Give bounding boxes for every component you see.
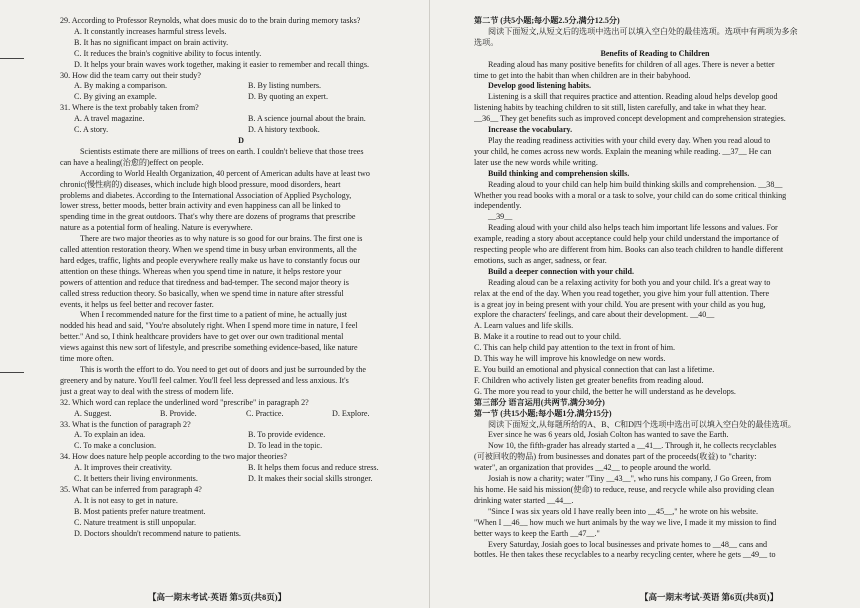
text-line: time to get into the habit than when children are in their babyhood. <box>474 70 691 80</box>
text-line: chronic(慢性病的) diseases, which include high blood pressure, mood disorders, heart <box>60 179 341 189</box>
text-line: emotions, such as anger, sadness, or fear. <box>474 255 607 265</box>
text-line: drinking water started __44__. <box>474 495 574 505</box>
answer-option: B. It helps them focus and reduce stress. <box>248 463 379 473</box>
text-line: D. This way he will improve his knowledge on new words. <box>474 354 666 364</box>
text-line: later use the new words while writing. <box>474 157 598 167</box>
text-line: Increase the vocabulary. <box>488 125 573 135</box>
answer-option: A. It improves their creativity. <box>74 463 172 473</box>
text-line: According to World Health Organization, 40 percent of American adults have at least two <box>80 168 370 178</box>
page-fold-divider <box>429 0 430 608</box>
binding-margin-mark <box>0 58 24 59</box>
text-line: "Since I was six years old I have really been into __45__," he wrote on his website. <box>488 506 759 516</box>
text-line: C. Nature treatment is still unpopular. <box>74 517 197 527</box>
text-line: 第一节 (共15小题;每小题1分,满分15分) <box>474 408 612 418</box>
text-line: respecting people who are different from him. Books can also teach children to handle different <box>474 245 784 255</box>
text-line: nature as a potential form of healing. Nature is everywhere. <box>60 223 253 233</box>
text-line: 第三部分 语言运用(共两节,满分30分) <box>474 397 605 407</box>
option-row <box>60 81 422 92</box>
question-stem: 30. How did the team carry out their study? <box>60 70 201 80</box>
text-line: 阅读下面短文,从短文后的选项中选出可以填入空白处的最佳选项。选项中有两项为多余 <box>488 26 798 36</box>
text-line: Reading aloud has many positive benefits for children of all ages. There is never a better <box>488 59 775 69</box>
option-row <box>60 430 422 441</box>
text-line: better." And so, I think healthcare providers have to get over our own traditional mental <box>60 332 344 342</box>
text-line: problems and diabetes. According to the International Association of Applied Psychology, <box>60 190 352 200</box>
text-line: is a great joy in being present with your child. You are present with your child as you hug, <box>474 299 766 309</box>
answer-option: C. To make a conclusion. <box>74 441 157 451</box>
text-line: spending time in the great outdoors. That's why there are dozens of programs that prescribe <box>60 212 356 222</box>
text-line: F. Children who actively listen get greater benefits from reading aloud. <box>474 375 704 385</box>
answer-option: D. It makes their social skills stronger. <box>248 474 373 484</box>
option-row <box>60 125 422 136</box>
text-line: relax at the end of the day. When you read together, you give him your full attention. There <box>474 288 770 298</box>
text-line: B. Most patients prefer nature treatment. <box>74 506 206 516</box>
answer-option: A. A travel magazine. <box>74 114 145 124</box>
text-line: D. Doctors shouldn't recommend nature to patients. <box>74 528 241 538</box>
text-line: powers of attention and reduce that tiredness and bad-temper. The second major theory is <box>60 277 349 287</box>
text-line: better ways to keep the Earth __47__." <box>474 528 600 538</box>
answer-option: C. Practice. <box>246 408 284 418</box>
text-line: bottles. He then takes these recyclables to a nearby recycling center, where he gets __49__ to <box>474 550 776 560</box>
option-row <box>60 463 422 474</box>
option-row <box>60 409 422 420</box>
text-line: Build a deeper connection with your child. <box>488 266 635 276</box>
answer-option: C. It betters their living environments. <box>74 474 198 484</box>
text-line: lower stress, better moods, better brain activity and even happiness can all be linked to <box>60 201 341 211</box>
text-line: A. It is not easy to get in nature. <box>74 495 178 505</box>
footer-page-5: 【高一期末考试·英语 第5页(共8页)】 <box>148 592 287 602</box>
text-line: example, reading a story about acceptance could help your child understand the importance of <box>474 234 779 244</box>
binding-margin-mark <box>0 372 24 373</box>
text-line: __39__ <box>488 212 513 222</box>
text-line: C. This can help child pay attention to the text in front of him. <box>474 343 676 353</box>
text-line: Scientists estimate there are millions of trees on earth. I couldn't believe that those trees <box>80 146 364 156</box>
text-line: 第二节 (共5小题;每小题2.5分,满分12.5分) <box>474 16 620 25</box>
answer-option: B. To provide evidence. <box>248 430 326 440</box>
text-line: called attention restoration theory. When we spend time in busy urban environments, all the <box>60 245 357 255</box>
answer-option: A. To explain an idea. <box>74 430 146 440</box>
text-line: C. It reduces the brain's cognitive ability to focus intently. <box>74 48 262 58</box>
answer-option: A. By making a comparison. <box>74 81 168 91</box>
text-line: Benefits of Reading to Children <box>600 48 710 58</box>
option-row <box>60 441 422 452</box>
text-line: attention on these things. Whereas when you spend time in nature, it helps restore your <box>60 266 342 276</box>
text-line: Every Saturday, Josiah goes to local businesses and private homes to __48__ cans and <box>488 539 768 549</box>
page-6-column <box>474 16 836 561</box>
answer-option: B. Provide. <box>160 408 197 418</box>
text-line: 阅读下面短文,从每题所给的A、B、C和D四个选项中选出可以填入空白处的最佳选项。 <box>488 419 796 429</box>
text-line: G. The more you read to your child, the better he will understand as he develops. <box>474 386 736 396</box>
answer-option: A. Suggest. <box>74 408 112 418</box>
question-stem: 34. How does nature help people according to the two major theories? <box>60 452 288 462</box>
footer-page-6: 【高一期末考试·英语 第6页(共8页)】 <box>640 592 779 602</box>
answer-option: D. Explore. <box>332 408 370 418</box>
answer-option: B. A science journal about the brain. <box>248 114 366 124</box>
option-row <box>60 92 422 103</box>
text-line: B. It has no significant impact on brain activity. <box>74 37 229 47</box>
text-line: nodded his head and said, "You're absolutely right. When I spend more time in nature, I feel <box>60 321 358 331</box>
answer-option: B. By listing numbers. <box>248 81 322 91</box>
text-line: listening habits by teaching children to sit still, listen carefully, and take in what they hear. <box>474 103 767 113</box>
answer-option: D. To lead in the topic. <box>248 441 323 451</box>
text-line: "When I __46__ how much we hurt animals by the way we live, I made it my mission to find <box>474 517 777 527</box>
text-line: explore the characters' feelings, and care about their development. __40__ <box>474 310 715 320</box>
text-line: A. It constantly increases harmful stress levels. <box>74 26 227 36</box>
question-stem: 32. Which word can replace the underlined word "prescribe" in paragraph 2? <box>60 397 309 407</box>
text-line: __36__ They get benefits such as improved concept development and comprehension strategies. <box>474 114 786 124</box>
question-stem: 35. What can be inferred from paragraph 4? <box>60 484 202 494</box>
text-line: Whether you read books with a moral or a task to solve, your child can do some critical thinking <box>474 190 787 200</box>
question-stem: 31. Where is the text probably taken from? <box>60 103 199 113</box>
text-line: time more often. <box>60 354 114 364</box>
answer-option: D. By quoting an expert. <box>248 92 329 102</box>
text-line: B. Make it a routine to read out to your child. <box>474 332 622 342</box>
text-line: (可被回收的物品) from businesses and donates part of the proceeds(收益) to "charity: <box>474 452 757 462</box>
text-line: Now 10, the fifth-grader has already started a __41__. Through it, he collects recyclables <box>488 441 777 451</box>
text-line: This is worth the effort to do. You need to get out of doors and just be surrounded by the <box>80 365 367 374</box>
answer-option: C. By giving an example. <box>74 92 157 102</box>
question-stem: 33. What is the function of paragraph 2? <box>60 419 191 429</box>
answer-option: D. A history textbook. <box>248 125 320 135</box>
text-line: There are two major theories as to why nature is so good for our brains. The first one is <box>80 234 363 244</box>
text-line: his home. He said his mission(使命) to reduce, reuse, and recycle while also providing clean <box>474 484 775 494</box>
text-line: just a great way to deal with the stress of modern life. <box>60 386 234 396</box>
page-5-column <box>60 16 422 540</box>
text-line: When I recommended nature for the first time to a patient of mine, he actually just <box>80 310 347 320</box>
text-line: 选项。 <box>474 37 499 47</box>
text-line: can have a healing(治愈的)effect on people. <box>60 157 204 167</box>
text-line: Build thinking and comprehension skills. <box>488 168 630 178</box>
text-line: views against this new sort of lifestyle, and prescribe something evidence-based, like nature <box>60 343 358 353</box>
text-line: Reading aloud can be a relaxing activity for both you and your child. It's a great way to <box>488 277 771 287</box>
text-line: events, it helps us feel better and recover faster. <box>60 299 214 309</box>
answer-option: C. A story. <box>74 125 109 135</box>
text-line: Listening is a skill that requires practice and attention. Reading aloud helps develop good <box>488 92 778 102</box>
text-line: E. You build an emotional and physical connection that can last a lifetime. <box>474 365 715 374</box>
text-line: independently. <box>474 201 522 211</box>
text-line: Play the reading readiness activities with your child every day. When you read aloud to <box>488 135 771 145</box>
option-row <box>60 474 422 485</box>
text-line: D. It helps your brain waves work together, making it easier to remember and recall things. <box>74 59 370 69</box>
text-line: hard edges, traffic, lights and people everywhere really make us have to constantly focus our <box>60 255 361 265</box>
text-line: A. Learn values and life skills. <box>474 321 574 331</box>
text-line: water", an organization that provides __42__ to people around the world. <box>474 463 711 473</box>
text-line: Develop good listening habits. <box>488 81 591 91</box>
text-line: your child, he comes across new words. Explain the meaning while reading. __37__ He can <box>474 146 772 156</box>
question-stem: 29. According to Professor Reynolds, what does music do to the brain during memory tasks? <box>60 16 361 25</box>
text-line: called stress reduction theory. So basically, when we spend time in nature after stressful <box>60 288 344 298</box>
text-line: Ever since he was 6 years old, Josiah Colton has wanted to save the Earth. <box>488 430 729 440</box>
option-row <box>60 114 422 125</box>
text-line: D <box>238 135 244 145</box>
text-line: Reading aloud with your child also helps teach him important life lessons and values. For <box>488 223 778 233</box>
text-line: greenery and by nature. You'll feel calmer. You'll feel less depressed and less anxious. It's <box>60 375 349 385</box>
text-line: Reading aloud to your child can help him build thinking skills and comprehension. __38__ <box>488 179 783 189</box>
text-line: Josiah is now a charity; water "Tiny __43__", who runs his company, J Go Green, from <box>488 474 772 484</box>
